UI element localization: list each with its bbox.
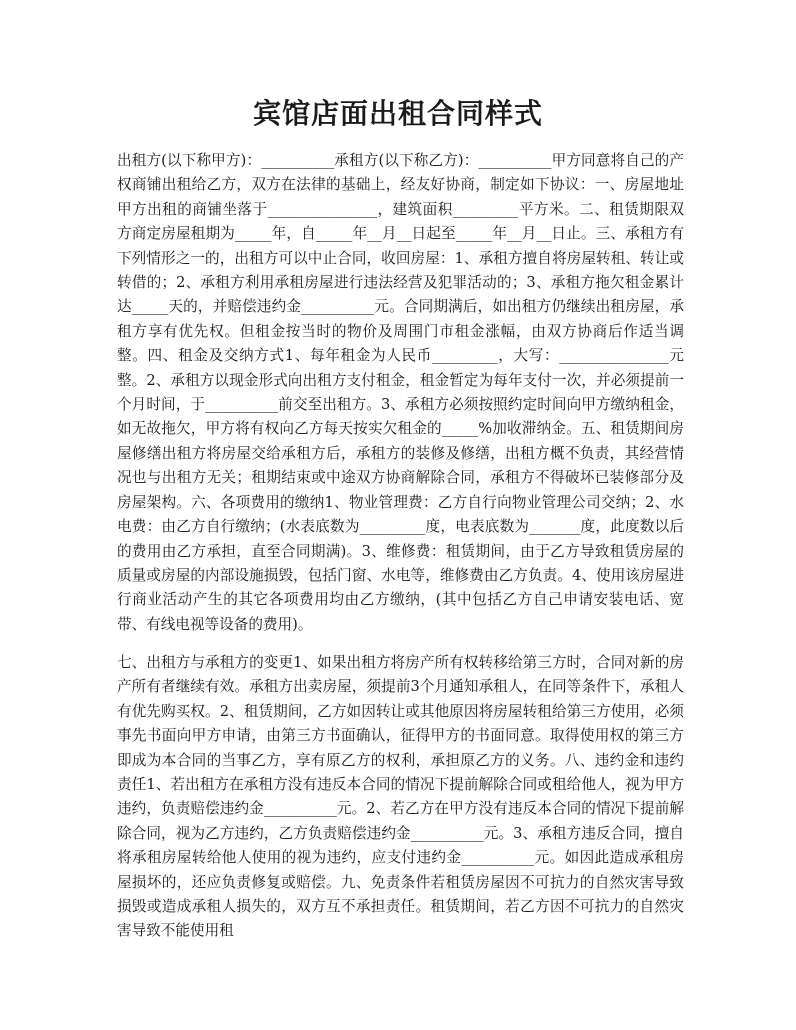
- contract-paragraph-1: 出租方(以下称甲方)：__________承租方(以下称乙方)：__________甲方同意将自己的产权商铺出租给乙方，双方在法律的基础上，经友好协商，制定如下协议：一、房屋地址甲方出租的商铺坐落于_______________，建筑面积_________平方米。二、租赁期限双方商定房屋租期为_____年，自_____年__月__日起至_____年__月__日止。三、承租方有下列情形之一的，出租方可以中止合同，收回房屋：1、承租方擅自将房屋转租、转让或转借的；2、承租方利用承租房屋进行违法经营及犯罪活动的；3、承租方拖欠租金累计达_____天的，并赔偿违约金__________元。合同期满后，如出租方仍继续出租房屋，承租方享有优先权。但租金按当时的物价及周围门市租金涨幅，由双方协商后作适当调整。四、租金及交纳方式1、每年租金为人民币_________，大写：_______________元整。2、承租方以现金形式向出租方支付租金，租金暂定为每年支付一次，并必须提前一个月时间，于__________前交至出租方。3、承租方必须按照约定时间向甲方缴纳租金，如无故拖欠，甲方将有权向乙方每天按实欠租金的_____%加收滞纳金。五、租赁期间房屋修缮出租方将房屋交给承租方后，承租方的装修及修缮，出租方概不负责，其经营情况也与出租方无关；租期结束或中途双方协商解除合同，承租方不得破坏已装修部分及房屋架构。六、各项费用的缴纳1、物业管理费：乙方自行向物业管理公司交纳；2、水电费：由乙方自行缴纳；(水表底数为_________度，电表底数为_______度，此度数以后的费用由乙方承担，直至合同期满)。3、维修费：租赁期间，由于乙方导致租赁房屋的质量或房屋的内部设施损毁，包括门窗、水电等，维修费由乙方负责。4、使用该房屋进行商业活动产生的其它各项费用均由乙方缴纳，(其中包括乙方自己申请安装电话、宽带、有线电视等设备的费用)。: [117, 152, 684, 633]
- contract-paragraph-2: 七、出租方与承租方的变更1、如果出租方将房产所有权转移给第三方时，合同对新的房产所有者继续有效。承租方出卖房屋，须提前3个月通知承租人，在同等条件下，承租人有优先购买权。2、租赁期间，乙方如因转让或其他原因将房屋转租给第三方使用，必须事先书面向甲方申请，由第三方书面确认，征得甲方的书面同意。取得使用权的第三方即成为本合同的当事乙方，享有原乙方的权利，承担原乙方的义务。八、违约金和违约责任1、若出租方在承租方没有违反本合同的情况下提前解除合同或租给他人，视为甲方违约，负责赔偿违约金__________元。2、若乙方在甲方没有违反本合同的情况下提前解除合同，视为乙方违约，乙方负责赔偿违约金__________元。3、承租方违反合同，擅自将承租房屋转给他人使用的视为违约，应支付违约金__________元。如因此造成承租房屋损坏的，还应负责修复或赔偿。九、免责条件若租赁房屋因不可抗力的自然灾害导致损毁或造成承租人损失的，双方互不承担责任。租赁期间，若乙方因不可抗力的自然灾害导致不能使用租: [117, 654, 684, 940]
- document-title: 宾馆店面出租合同样式: [252, 97, 543, 130]
